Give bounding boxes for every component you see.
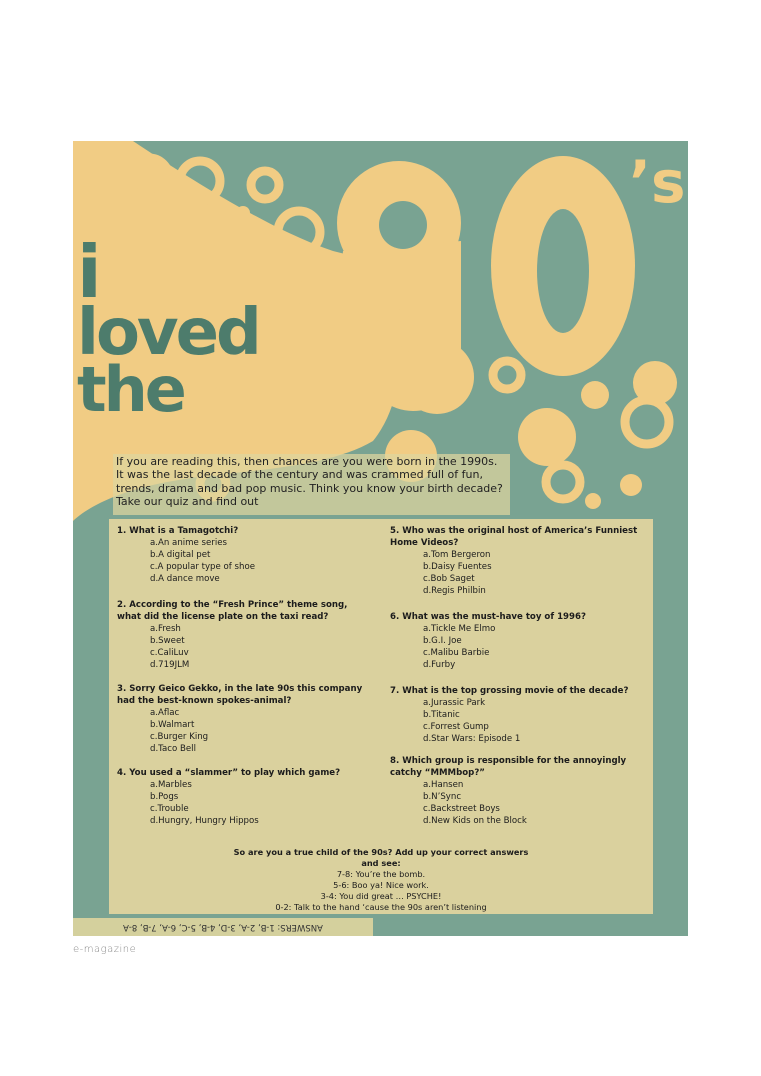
big-90-graphic (337, 156, 635, 411)
scoring-line: 5-6: Boo ya! Nice work. (333, 880, 429, 890)
answer-option: c.Bob Saget (423, 574, 475, 584)
answer-option: d.New Kids on the Block (423, 816, 527, 826)
brand-logo: e-magazine (73, 944, 137, 955)
scoring-block (109, 847, 653, 913)
quiz-panel (109, 519, 653, 914)
answer-option: d.Taco Bell (150, 744, 196, 754)
answer-option: c.CaliLuv (150, 648, 189, 658)
answer-option: a.Aflac (150, 708, 180, 718)
answer-option: a.An anime series (150, 538, 227, 548)
title-suffix: ’s (629, 148, 686, 216)
answers-strip (73, 918, 373, 936)
answer-option: c.Burger King (150, 732, 209, 742)
answer-option: c.Backstreet Boys (423, 804, 500, 814)
answer-option: d.A dance move (150, 574, 220, 584)
bubble-ring (251, 171, 279, 199)
question-text: 6. What was the must-have toy of 1996? (390, 612, 586, 622)
answer-option: b.Titanic (423, 710, 460, 720)
answer-option: c.Trouble (150, 804, 189, 814)
answer-option: b.A digital pet (150, 550, 211, 560)
bubble-dot (343, 394, 365, 416)
question-text: 1. What is a Tamagotchi? (117, 526, 239, 536)
bubble-dot (518, 408, 576, 466)
answer-option: d.719JLM (150, 660, 190, 670)
intro-text: If you are reading this, then chances are you were born in the 1990s. It was the last decade of the century and was crammed full of fun, trends, drama and bad pop music. Think you know your birth decade? Take our quiz and find out (113, 454, 510, 515)
bubble-dot (236, 206, 250, 220)
answer-option: b.Walmart (150, 720, 195, 730)
answer-option: b.N’Sync (423, 792, 462, 802)
answer-option: a.Hansen (423, 780, 464, 790)
scoring-line: 0-2: Talk to the hand ‘cause the 90s aren’t listening (275, 902, 487, 912)
question-text: 7. What is the top grossing movie of the decade? (390, 686, 629, 696)
answer-option: b.G.I. Joe (423, 636, 462, 646)
answer-option: a.Marbles (150, 780, 192, 790)
answer-option: d.Star Wars: Episode 1 (423, 734, 521, 744)
question-text: 2. According to the “Fresh Prince” theme song, what did the license plate on the taxi read? (117, 600, 348, 622)
scoring-heading: So are you a true child of the 90s? Add up your correct answers (233, 847, 529, 857)
bubble-dot (585, 493, 601, 509)
answer-option: a.Tom Bergeron (423, 550, 491, 560)
title-line-the: the (77, 353, 184, 426)
scoring-heading-2: and see: (361, 858, 401, 868)
answer-option: c.A popular type of shoe (150, 562, 256, 572)
question-text: 5. Who was the original host of America’s Funniest Home Videos? (390, 526, 638, 548)
answer-option: d.Furby (423, 660, 456, 670)
answer-option: a.Fresh (150, 624, 181, 634)
answer-option: c.Forrest Gump (423, 722, 489, 732)
title-line-i: i (77, 230, 99, 314)
scoring-line: 7-8: You’re the bomb. (336, 869, 426, 879)
answer-option: d.Regis Philbin (423, 586, 486, 596)
bubble-dot (620, 474, 642, 496)
answer-option: b.Daisy Fuentes (423, 562, 492, 572)
question-text: 4. You used a “slammer” to play which game? (117, 768, 341, 778)
question-text: 3. Sorry Geico Gekko, in the late 90s this company had the best-known spokes-animal? (117, 684, 363, 706)
bubble-dot (581, 381, 609, 409)
answer-option: b.Sweet (150, 636, 185, 646)
bubble-dot (633, 361, 677, 405)
question-text: 8. Which group is responsible for the annoyingly catchy “MMMbop?” (390, 756, 627, 778)
bubble-dot (296, 354, 326, 384)
bubble-dot (400, 340, 474, 414)
answer-option: b.Pogs (150, 792, 179, 802)
answer-option: c.Malibu Barbie (423, 648, 490, 658)
answer-option: d.Hungry, Hungry Hippos (150, 816, 259, 826)
bubble-ring (546, 465, 580, 499)
answers-key: ANSWERS: 1-B, 2-A, 3-D, 4-B, 5-C, 6-A, 7-B, 8-A (123, 922, 323, 932)
answer-option: a.Tickle Me Elmo (423, 624, 496, 634)
bubble-ring (493, 361, 521, 389)
bubble-dot (290, 396, 312, 418)
bubble-dot (293, 281, 317, 305)
bubble-ring (625, 400, 669, 444)
answer-option: a.Jurassic Park (423, 698, 486, 708)
scoring-line: 3-4: You did great … PSYCHE! (320, 891, 442, 901)
title-line-loved: loved (77, 296, 259, 370)
